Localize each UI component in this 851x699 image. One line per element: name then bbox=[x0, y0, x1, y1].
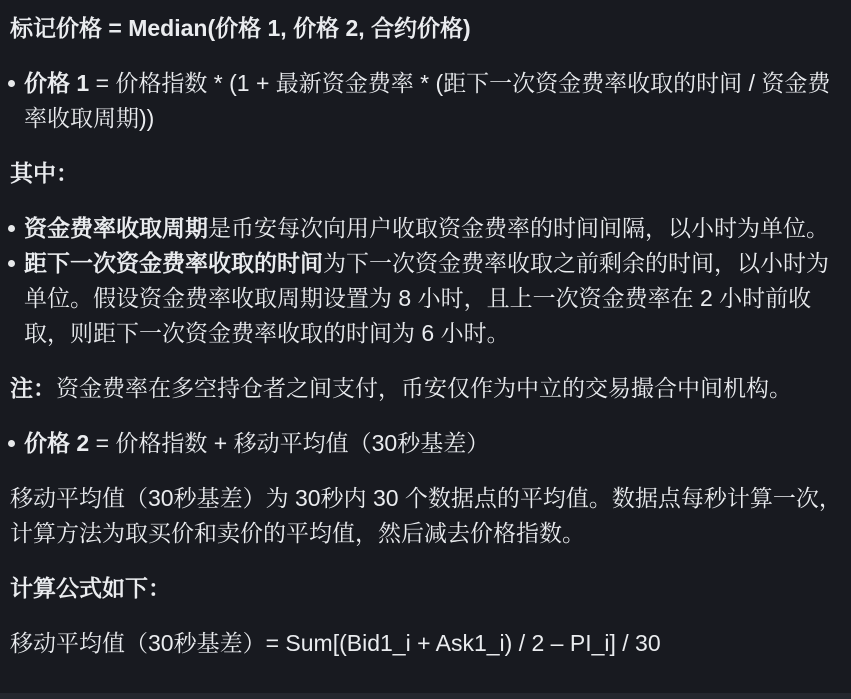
time-to-next-funding-definition: 为下一次资金费率收取之前剩余的时间，以小时为单位。假设资金费率收取周期设置为 8 小时，且上一次资金费率在 2 小时前收取，则距下一次资金费率收取的时间为 6 小时。 bbox=[24, 250, 829, 346]
moving-average-formula: 移动平均值（30秒基差）= Sum[(Bid1_i + Ask1_i) / 2 – PI_i] / 30 bbox=[10, 630, 661, 656]
price2-item bbox=[10, 426, 843, 461]
among-label bbox=[10, 156, 843, 191]
price1-list bbox=[10, 66, 843, 136]
price1-term: 价格 1 bbox=[24, 70, 90, 96]
next-section-edge bbox=[0, 693, 851, 699]
definitions-list bbox=[10, 211, 843, 351]
calc-formula-label-text: 计算公式如下： bbox=[10, 575, 171, 601]
among-label-text: 其中： bbox=[10, 160, 79, 186]
price2-list bbox=[10, 426, 843, 461]
price1-item bbox=[10, 66, 843, 136]
mark-price-formula bbox=[10, 11, 843, 46]
funding-interval-term: 资金费率收取周期 bbox=[24, 215, 208, 241]
note-text: 资金费率在多空持仓者之间支付，币安仅作为中立的交易撮合中间机构。 bbox=[56, 375, 792, 401]
list-item-funding-interval bbox=[10, 211, 843, 246]
note-label: 注： bbox=[10, 375, 56, 401]
moving-average-paragraph: 移动平均值（30秒基差）为 30秒内 30 个数据点的平均值。数据点每秒计算一次，计算方法为取买价和卖价的平均值，然后减去价格指数。 bbox=[10, 485, 842, 546]
calc-formula-label bbox=[10, 571, 843, 606]
note-paragraph bbox=[10, 371, 843, 406]
funding-interval-definition: 是币安每次向用户收取资金费率的时间间隔，以小时为单位。 bbox=[208, 215, 829, 241]
list-item-time-to-next-funding bbox=[10, 246, 843, 351]
price1-definition: = 价格指数 * (1 + 最新资金费率 * (距下一次资金费率收取的时间 / 资金费率收取周期)) bbox=[24, 70, 831, 131]
price2-definition: = 价格指数 + 移动平均值（30秒基差） bbox=[89, 430, 490, 456]
mark-price-formula-text: 标记价格 = Median(价格 1, 价格 2, 合约价格) bbox=[10, 15, 471, 41]
price2-term: 价格 2 bbox=[24, 430, 90, 456]
time-to-next-funding-term: 距下一次资金费率收取的时间 bbox=[24, 250, 323, 276]
